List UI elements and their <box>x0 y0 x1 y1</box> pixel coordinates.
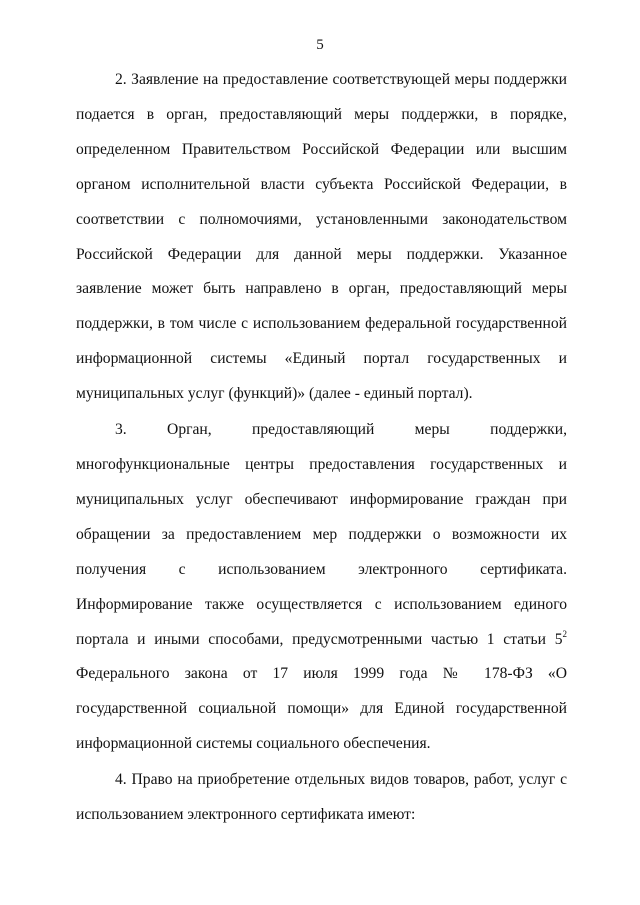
document-body <box>76 63 567 833</box>
paragraph-3-text-after: Федерального закона от 17 июля 1999 года № 178-ФЗ «О государственной социальной помощи» для Единой государственной информационной системы социального обеспечения. <box>76 665 567 753</box>
paragraph-3-text-before: 3. Орган, предоставляющий меры поддержки, многофункциональные центры предоставления государственных и муниципальных услуг обеспечивают информирование граждан при обращении за предоставлением мер поддержки о возможности их получения с использованием электронного сертификата. Информирование также осуществляется с использованием единого портала и иными способами, предусмотренными частью 1 статьи 5 <box>76 421 567 648</box>
paragraph-4: 4. Право на приобретение отдельных видов товаров, работ, услуг с использованием электронного сертификата имеют: <box>76 771 567 824</box>
paragraph-2: 2. Заявление на предоставление соответствующей меры поддержки подается в орган, предоставляющий меры поддержки, в порядке, определенном Правительством Российской Федерации или высшим органом исполнительной власти субъекта Российской Федерации, в соответствии с полномочиями, установленными законодательством Российской Федерации для данной меры поддержки. Указанное заявление может быть направлено в орган, предоставляющий меры поддержки, в том числе с использованием федеральной государственной информационной системы «Единый портал государственных и муниципальных услуг (функций)» (далее - единый портал). <box>76 71 567 403</box>
article-superscript: 2 <box>562 628 567 639</box>
paragraph-3 <box>76 413 567 762</box>
page-number: 5 <box>316 37 324 53</box>
